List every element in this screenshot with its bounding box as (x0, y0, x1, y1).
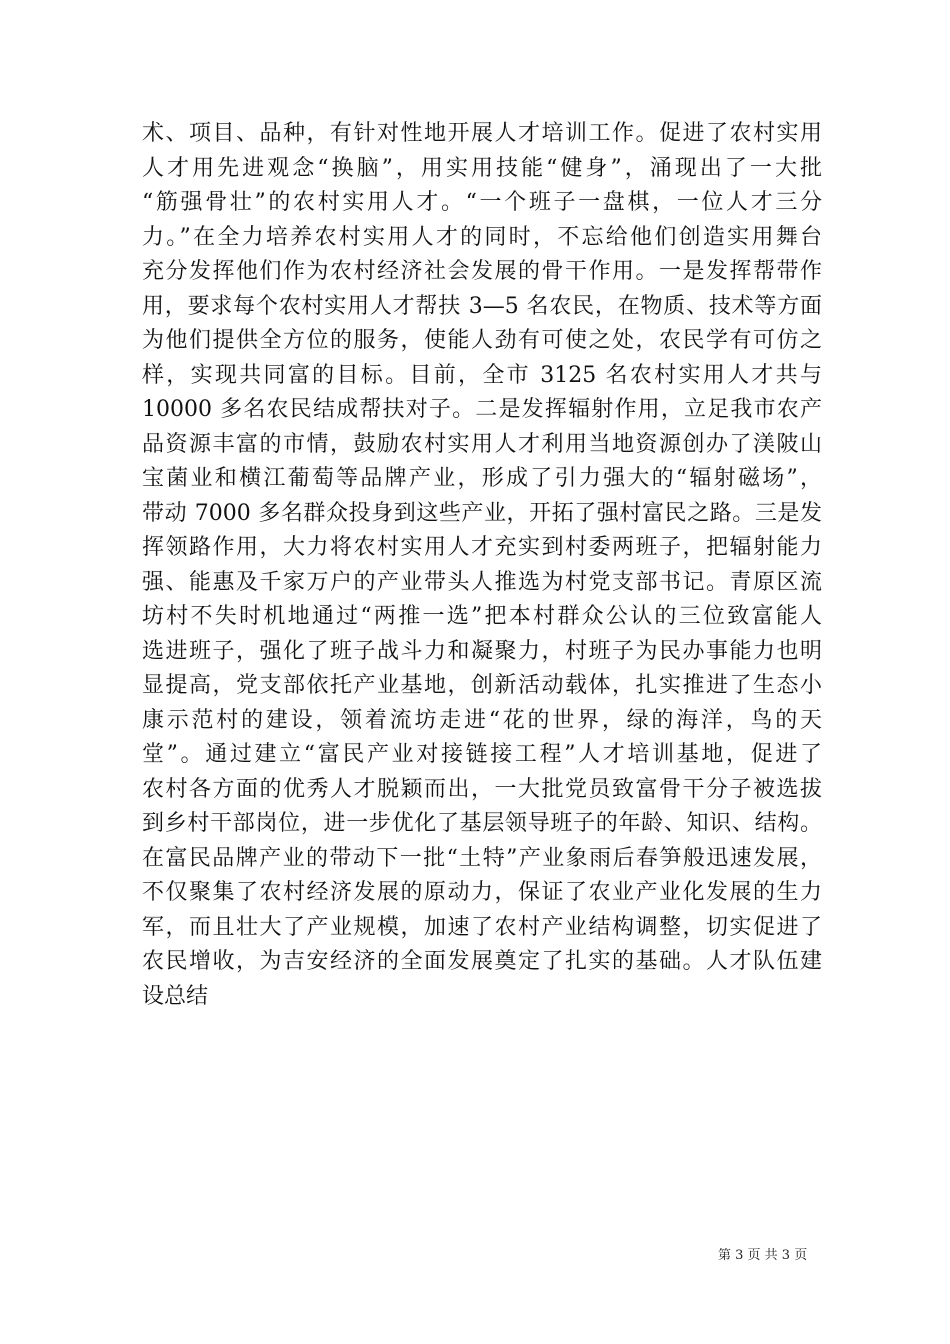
text-line-19: 堂”。通过建立“富民产业对接链接工程”人才培训基地，促进了 (142, 742, 822, 767)
text-line-1: 术、项目、品种，有针对性地开展人才培训工作。促进了农村实用 (142, 121, 822, 146)
text-line-14: 强、能惠及千家万户的产业带头人推选为村党支部书记。青原区流 (142, 569, 822, 595)
text-line-18: 康示范村的建设，领着流坊走进“花的世界，绿的海洋，鸟的天 (142, 707, 822, 733)
text-line-4: 力。”在全力培养农村实用人才的同时，不忘给他们创造实用舞台 (142, 224, 822, 250)
text-line-16: 选进班子，强化了班子战斗力和凝聚力，村班子为民办事能力也明 (142, 638, 822, 664)
text-line-2: 人才用先进观念“换脑”，用实用技能“健身”，涌现出了一大批 (142, 155, 822, 181)
text-line-6: 用，要求每个农村实用人才帮扶 3—5 名农民，在物质、技术等方面 (142, 293, 822, 319)
text-line-12: 带动 7000 多名群众投身到这些产业，开拓了强村富民之路。三是发 (142, 500, 822, 526)
text-line-22: 在富民品牌产业的带动下一批“土特”产业象雨后春笋般迅速发展， (142, 845, 822, 871)
text-line-25: 农民增收，为吉安经济的全面发展奠定了扎实的基础。人才队伍建 (142, 949, 822, 974)
text-line-23: 不仅聚集了农村经济发展的原动力，保证了农业产业化发展的生力 (142, 880, 822, 905)
text-line-15: 坊村不失时机地通过“两推一选”把本村群众公认的三位致富能人 (142, 604, 822, 629)
text-line-7: 为他们提供全方位的服务，使能人劲有可使之处，农民学有可仿之 (142, 328, 822, 353)
text-line-9: 10000 多名农民结成帮扶对子。二是发挥辐射作用，立足我市农产 (142, 397, 822, 422)
page-number-footer: 第 3 页 共 3 页 (718, 1248, 808, 1263)
text-line-3: “筋强骨壮”的农村实用人才。“一个班子一盘棋，一位人才三分 (142, 190, 822, 215)
text-line-24: 军，而且壮大了产业规模，加速了农村产业结构调整，切实促进了 (142, 914, 822, 940)
text-line-21: 到乡村干部岗位，进一步优化了基层领导班子的年龄、知识、结构。 (142, 811, 822, 836)
text-line-17: 显提高，党支部依托产业基地，创新活动载体，扎实推进了生态小 (142, 673, 822, 698)
text-line-13: 挥领路作用，大力将农村实用人才充实到村委两班子，把辐射能力 (142, 535, 822, 560)
text-line-8: 样，实现共同富的目标。目前，全市 3125 名农村实用人才共与 (142, 362, 822, 388)
text-line-20: 农村各方面的优秀人才脱颖而出，一大批党员致富骨干分子被选拔 (142, 776, 822, 802)
text-line-10: 品资源丰富的市情，鼓励农村实用人才利用当地资源创办了渼陂山 (142, 431, 822, 457)
body-text (142, 117, 822, 1014)
text-line-11: 宝菌业和横江葡萄等品牌产业，形成了引力强大的“辐射磁场”， (142, 466, 822, 491)
text-line-26: 设总结 (142, 983, 209, 1009)
text-line-5: 充分发挥他们作为农村经济社会发展的骨干作用。一是发挥帮带作 (142, 259, 822, 284)
